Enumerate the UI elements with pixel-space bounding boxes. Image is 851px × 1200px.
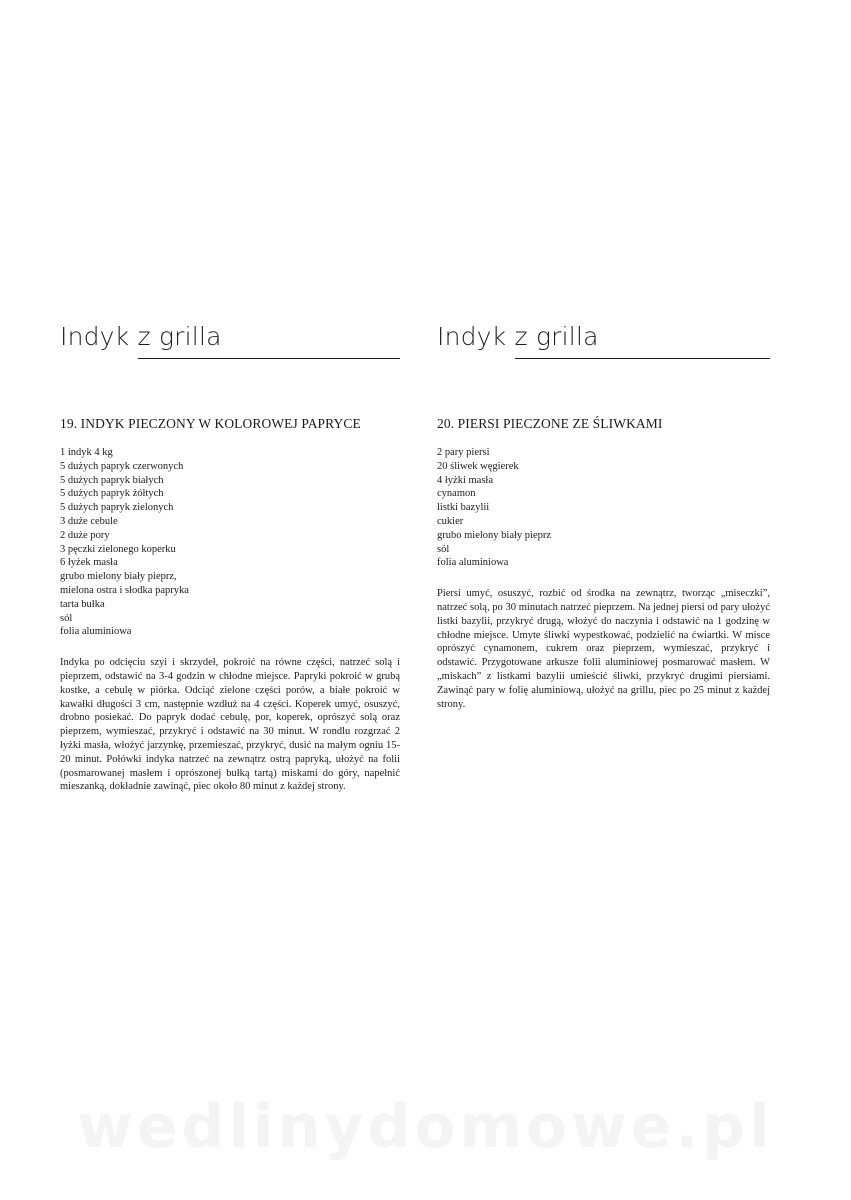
ingredient-item: 4 łyżki masła	[437, 474, 493, 486]
ingredient-item: tarta bułka	[60, 598, 105, 610]
recipe-title: 19. INDYK PIECZONY W KOLOROWEJ PAPRYCE	[60, 416, 361, 431]
ingredient-item: grubo mielony biały pieprz	[437, 529, 552, 541]
ingredient-item: 1 indyk 4 kg	[60, 447, 113, 458]
page-header	[437, 322, 770, 370]
header-title: Indyk z grilla	[437, 322, 599, 351]
header-rule	[515, 358, 770, 359]
ingredient-item: sól	[60, 612, 73, 624]
ingredient-item: 5 dużych papryk białych	[60, 474, 164, 486]
ingredient-item: 3 pęczki zielonego koperku	[60, 543, 176, 555]
header-title: Indyk z grilla	[60, 322, 222, 351]
ingredient-item: 6 łyżek masła	[60, 557, 118, 569]
ingredient-item: cynamon	[437, 488, 476, 500]
ingredient-item: 5 dużych papryk żółtych	[60, 488, 164, 500]
ingredient-item: folia aluminiowa	[60, 626, 132, 638]
ingredient-item: 2 pary piersi	[437, 447, 490, 458]
ingredient-item: folia aluminiowa	[437, 557, 509, 569]
header-rule	[138, 358, 400, 359]
right-page	[437, 322, 770, 722]
recipe-title: 20. PIERSI PIECZONE ZE ŚLIWKAMI	[437, 416, 663, 431]
ingredient-item: 20 śliwek węgierek	[437, 460, 519, 472]
page-header	[60, 322, 400, 370]
watermark: wedlinydomowe.pl	[77, 1092, 774, 1162]
ingredient-list	[437, 446, 770, 570]
instructions-paragraph: Indyka po odcięciu szyi i skrzydeł, pokroić na równe części, natrzeć solą i pieprzem, odstawić na 3-4 godzin w chłodne miejsce. Papryki pokroić w grubą kostke, a cebulę w piórka. Odciąć zielone części porów, a białe pokroić w kawałki długości 3 cm, następnie wzdłuż na 4 części. Koperek umyć, osuszyć, drobno posiekać. Do papryk dodać cebulę, por, koperek, oprószyć solą oraz pieprzem, wymieszać, przykryć i odstawić na 30 minut. W rondlu rozgrzać 2 łyżki masła, włożyć jarzynkę, przemieszać, przykryć, dusić na małym ogniu 15-20 minut. Połówki indyka natrzeć na zewnątrz ostrą papryką, ułożyć na folii (posmarowanej masłem i oprószonej bułką tartą) miskami do góry, napełnić mieszanką, dokładnie zawinąć, piec około 80 minut z każdej strony.	[60, 657, 400, 793]
ingredient-list	[60, 446, 400, 639]
ingredient-item: cukier	[437, 515, 464, 527]
ingredient-item: sól	[437, 543, 450, 555]
ingredient-item: listki bazylii	[437, 502, 490, 514]
ingredient-item: grubo mielony biały pieprz,	[60, 571, 177, 583]
left-page	[60, 322, 400, 805]
ingredient-item: 5 dużych papryk czerwonych	[60, 460, 184, 472]
instructions-paragraph: Piersi umyć, osuszyć, rozbić od środka na zewnątrz, tworząc „miseczki”, natrzeć solą, po 30 minutach natrzeć pieprzem. Na jednej piersi od pary ułożyć listki bazylii, przykryć drugą, włożyć do naczynia i odstawić na 1 godzinę w chłodne miejsce. Umyte śliwki wypestkować, podzielić na ćwiartki. W misce oprószyć cynamonem, cukrem oraz pieprzem, wymieszać, przykryć i odstawić. Przygotowane arkusze folii aluminiowej posmarować masłem. W „miskach” z listkami bazylii umieścić śliwki, przykryć drugimi piersiami. Zawinąć pary w folię aluminiową, ułożyć na grillu, piec po 25 minut z każdej strony.	[437, 588, 770, 710]
ingredient-item: 2 duże pory	[60, 529, 110, 541]
ingredient-item: 5 dużych papryk zielonych	[60, 502, 174, 514]
ingredient-item: 3 duże cebule	[60, 515, 118, 527]
ingredient-item: mielona ostra i słodka papryka	[60, 584, 189, 596]
